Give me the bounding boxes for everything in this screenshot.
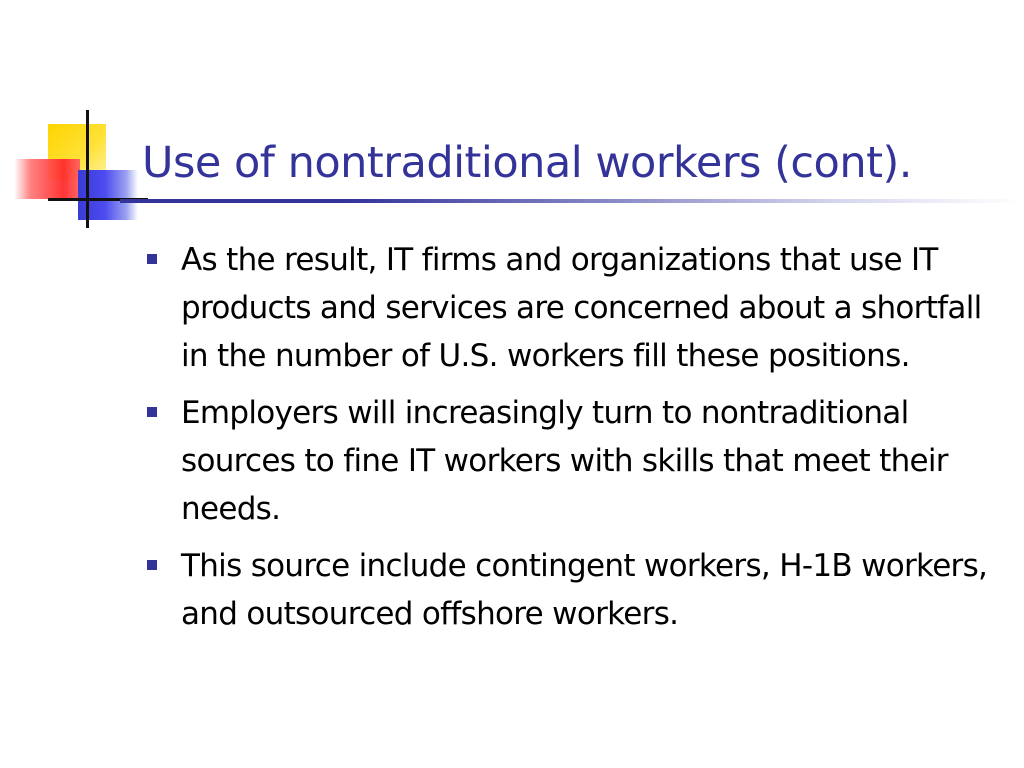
bullet-text: As the result, IT firms and organizations that use IT products and services are concerned about a shortfall in the number of U.S. workers fill these positions. bbox=[181, 242, 982, 374]
bullet-item bbox=[145, 389, 1005, 533]
bullet-text: Employers will increasingly turn to nontraditional sources to fine IT workers with skills that meet their needs. bbox=[181, 395, 948, 527]
square-bullet-icon bbox=[147, 407, 157, 417]
logo-vertical-line bbox=[86, 110, 89, 228]
bullet-list bbox=[145, 236, 1005, 647]
bullet-item bbox=[145, 236, 1005, 380]
slide-title: Use of nontraditional workers (cont). bbox=[142, 138, 912, 188]
bullet-item bbox=[145, 542, 1005, 638]
square-bullet-icon bbox=[147, 560, 157, 570]
square-logo-icon bbox=[0, 0, 160, 240]
bullet-text: This source include contingent workers, H-1B workers, and outsourced offshore workers. bbox=[181, 548, 988, 632]
title-underline bbox=[120, 199, 1020, 203]
square-bullet-icon bbox=[147, 254, 157, 264]
logo-red-square bbox=[14, 159, 80, 199]
